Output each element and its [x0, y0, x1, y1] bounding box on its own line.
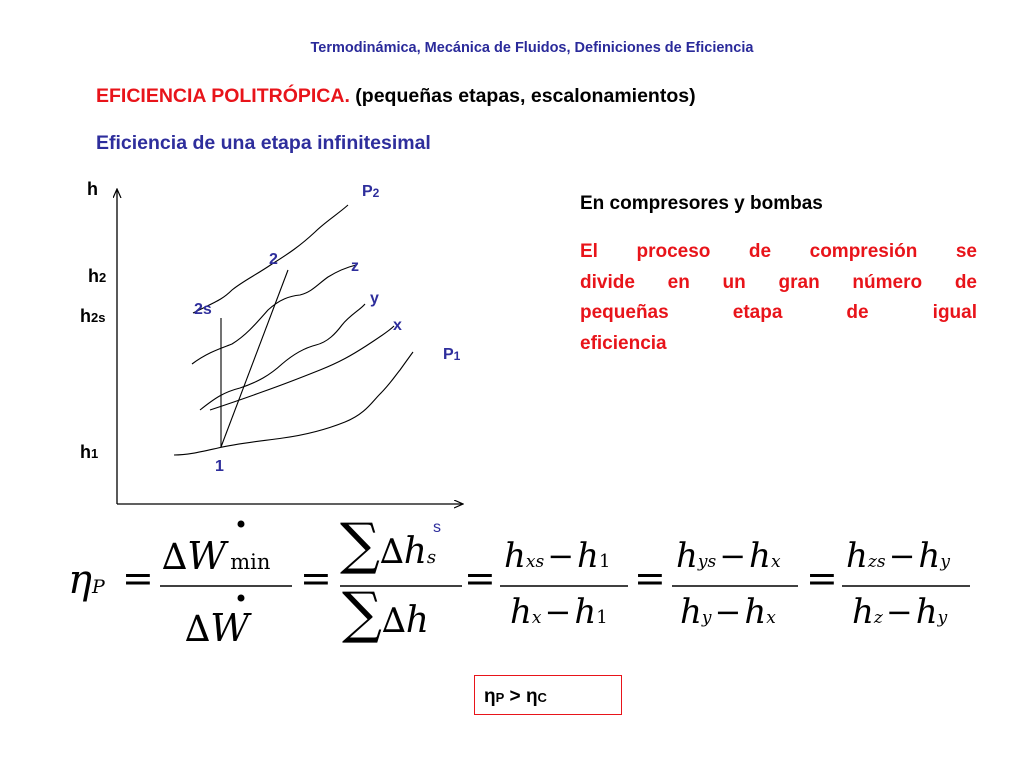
fraction-4-numerator: hys−hx [676, 536, 781, 576]
right-paragraph-line: divide en un gran número de [580, 271, 977, 293]
dot-accent [238, 521, 245, 528]
fraction-1-denominator: ∆W [185, 606, 250, 650]
x-axis-label: s [433, 519, 441, 536]
right-paragraph-line: eficiencia [580, 332, 667, 354]
right-paragraph-line: El proceso de compresión se [580, 241, 977, 262]
equals-sign: = [300, 556, 332, 600]
fraction-2-denominator: ∑∆h [342, 581, 429, 646]
comparison-text: ηP > ηC [484, 686, 547, 707]
label-h1: h1 [80, 442, 99, 462]
label-h2s: h2s [80, 306, 106, 326]
fraction-2-numerator: ∑∆hs [340, 512, 437, 577]
label-point-2s: 2s [194, 301, 212, 318]
fraction-4-denominator: hy−hx [680, 592, 776, 632]
fraction-1-numerator: ∆W min [162, 534, 271, 578]
equals-sign: = [464, 556, 496, 600]
fraction-5-numerator: hzs−hy [846, 536, 950, 576]
fraction-3-numerator: hxs−h1 [504, 536, 611, 576]
right-paragraph-line: pequeñas etapa de igual [580, 302, 977, 323]
equals-sign: = [634, 556, 666, 600]
heading-black: (pequeñas etapas, escalonamientos) [349, 85, 696, 107]
right-title: En compresores y bombas [580, 193, 823, 214]
dot-accent [238, 595, 245, 602]
label-curve-x: x [393, 317, 402, 334]
label-point-2: 2 [269, 251, 278, 268]
eta-symbol: ηP [68, 557, 105, 603]
equals-sign: = [122, 556, 154, 600]
label-h2: h2 [88, 266, 107, 286]
slide-header: Termodinámica, Mecánica de Fluidos, Definiciones de Eficiencia [310, 40, 754, 56]
label-point-1: 1 [215, 458, 224, 475]
label-p2: P2 [362, 183, 380, 200]
equals-sign: = [806, 556, 838, 600]
label-curve-y: y [370, 290, 379, 307]
y-axis-label: h [87, 179, 98, 199]
label-curve-z: z [351, 258, 359, 275]
section-subtitle: Eficiencia de una etapa infinitesimal [96, 132, 431, 154]
label-p1: P1 [443, 346, 461, 363]
heading-red: EFICIENCIA POLITRÓPICA. [96, 85, 350, 107]
fraction-3-denominator: hx−h1 [510, 592, 608, 632]
fraction-5-denominator: hz−hy [852, 592, 948, 632]
